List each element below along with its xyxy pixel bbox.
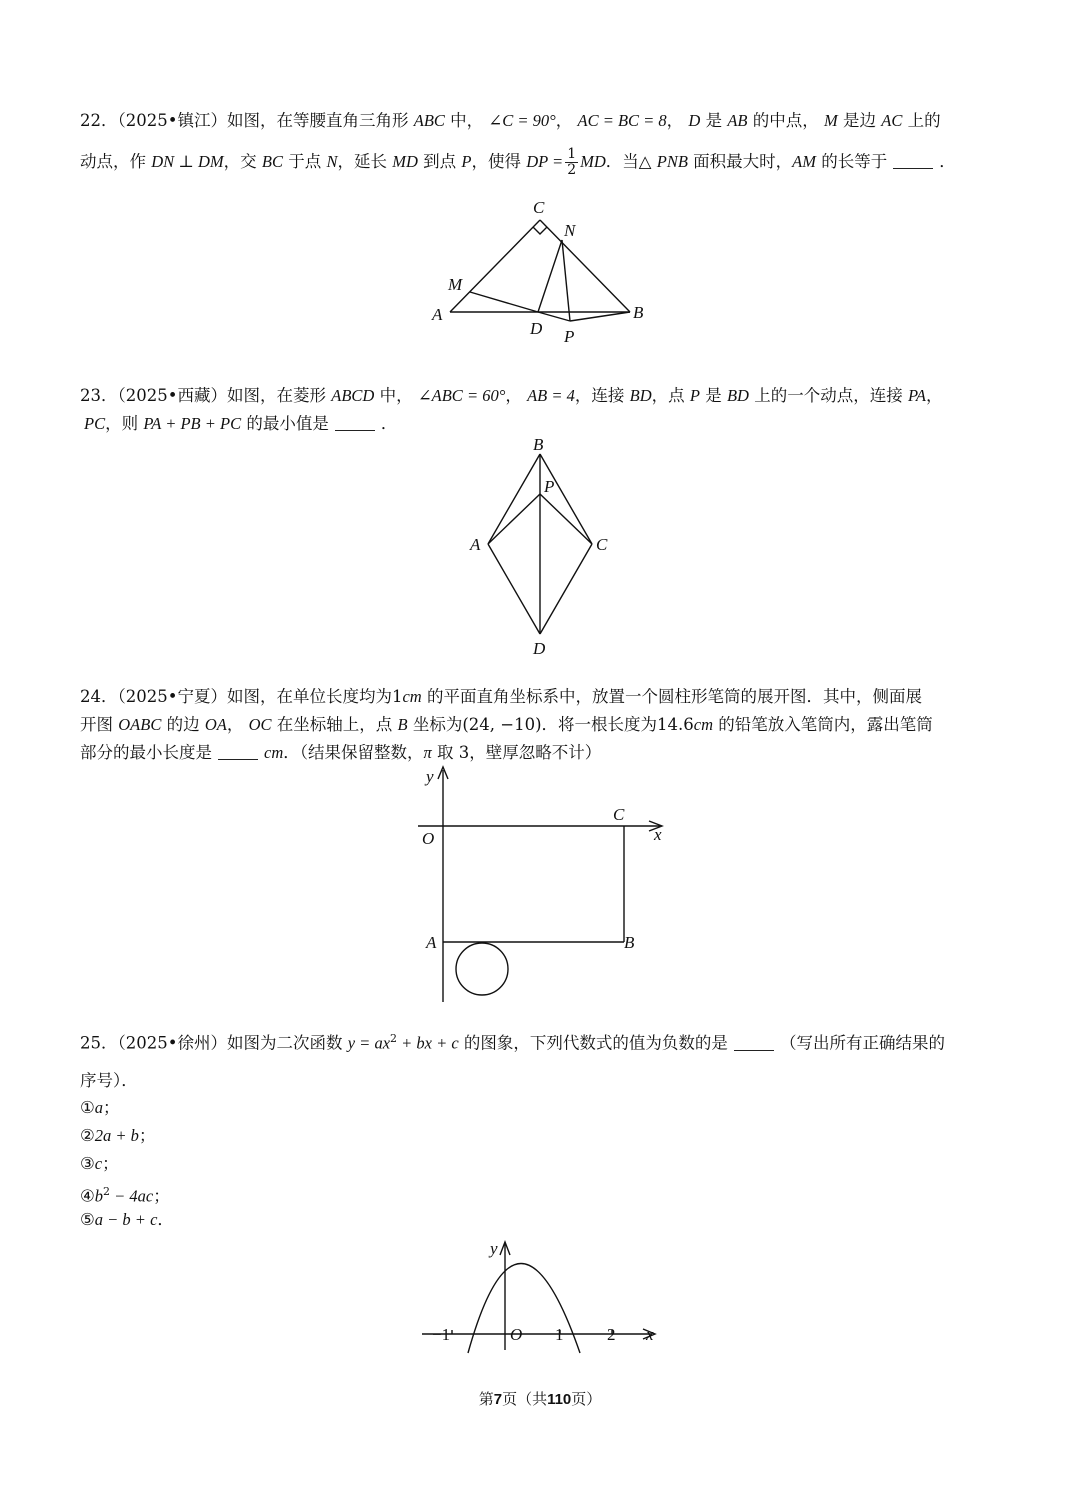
segment-ba (488, 454, 540, 544)
answer-blank[interactable] (218, 745, 258, 760)
answer-blank[interactable] (335, 416, 375, 431)
label-neg1: −1 (432, 1325, 451, 1344)
label-o: O (422, 829, 435, 848)
q24-line2: 开图 OABC 的边 OA， OC 在坐标轴上，点 B 坐标为(24, −10)．将一根长度为14.6cm 的铅笔放入笔筒内，露出笔筒 (80, 715, 933, 734)
fraction-one-half: $\frac{1}{2}$ (567, 146, 577, 178)
label-a: A (426, 933, 437, 952)
right-angle-mark (533, 227, 547, 234)
label-m: M (448, 275, 463, 294)
segment-md (470, 292, 538, 312)
q25-line2: 序号）． (80, 1071, 138, 1090)
q22-line1: 22．（2025•镇江）如图，在等腰直角三角形 ABC 中， ∠C = 90°， AC = BC = 8， D 是 AB 的中点， M 是边 AC 上的 (80, 111, 941, 130)
page-total: 110 (547, 1391, 572, 1408)
label-d: D (533, 639, 546, 658)
label-c: C (596, 535, 608, 554)
q25-option-5: ⑤a − b + c． (80, 1210, 174, 1229)
segment-dp (538, 312, 570, 321)
label-y: y (426, 767, 434, 786)
segment-pb (570, 312, 630, 321)
label-o: O (510, 1325, 523, 1344)
label-b: B (633, 303, 644, 322)
label-d: D (530, 319, 543, 338)
label-p: P (564, 327, 575, 346)
segment-dn (538, 240, 562, 312)
label-1: 1 (555, 1325, 564, 1344)
q24-line3: 部分的最小长度是 cm．（结果保留整数，π 取 3，壁厚忽略不计） (80, 743, 602, 762)
q25-option-2: ②2a + b； (80, 1126, 156, 1145)
segment-np (562, 240, 570, 321)
segment-pc (540, 494, 592, 544)
label-c: C (533, 198, 545, 217)
base-circle (456, 943, 508, 995)
label-n: N (564, 221, 576, 240)
label-2: 2 (607, 1325, 616, 1344)
segment-ac (450, 220, 540, 312)
q25-option-1: ①a； (80, 1098, 120, 1117)
page-number: 7 (493, 1391, 503, 1408)
q25-option-4: $④b^2 - 4ac$； (80, 1185, 170, 1206)
q23-rhombus-figure (460, 432, 620, 660)
q25-option-3: ③c； (80, 1154, 119, 1173)
q23-line1: 23．（2025•西藏）如图，在菱形 ABCD 中， ∠ABC = 60°， AB = 4，连接 BD，点 P 是 BD 上的一个动点，连接 PA， (80, 386, 943, 405)
q25-line1: 25．（2025•徐州）如图为二次函数 $y = ax^2$ + bx + c 的图象，下列代数式的值为负数的是 （写出所有正确结果的 (80, 1032, 945, 1053)
label-a: A (470, 535, 481, 554)
segment-pa (488, 494, 540, 544)
label-a: A (432, 305, 443, 324)
label-p: P (544, 477, 555, 496)
page-footer: 第7页（共110页） (478, 1390, 602, 1408)
label-y: y (490, 1239, 498, 1258)
q22-line2: 动点，作 DN ⊥ DM，交 BC 于点 N，延长 MD 到点 P，使得 DP = $\frac{1}{2}$ MD．当△ PNB 面积最大时，AM 的长等于 ． (80, 146, 956, 178)
label-x: x (654, 825, 662, 844)
answer-blank[interactable] (893, 154, 933, 169)
label-c: C (613, 805, 625, 824)
segment-ad (488, 544, 540, 634)
answer-blank[interactable] (734, 1036, 774, 1051)
label-b: B (533, 435, 544, 454)
segment-bc (540, 454, 592, 544)
q24-line1: 24．（2025•宁夏）如图，在单位长度均为1cm 的平面直角坐标系中，放置一个圆柱形笔筒的展开图．其中，侧面展 (80, 687, 922, 706)
label-x: x (646, 1325, 654, 1344)
q25-parabola-figure (418, 1236, 668, 1354)
label-b: B (624, 933, 635, 952)
q22-triangle-figure (420, 192, 660, 352)
q24-coordinate-figure (410, 762, 680, 1010)
q23-line2: PC，则 PA + PB + PC 的最小值是 ． (84, 414, 398, 433)
segment-cd (540, 544, 592, 634)
